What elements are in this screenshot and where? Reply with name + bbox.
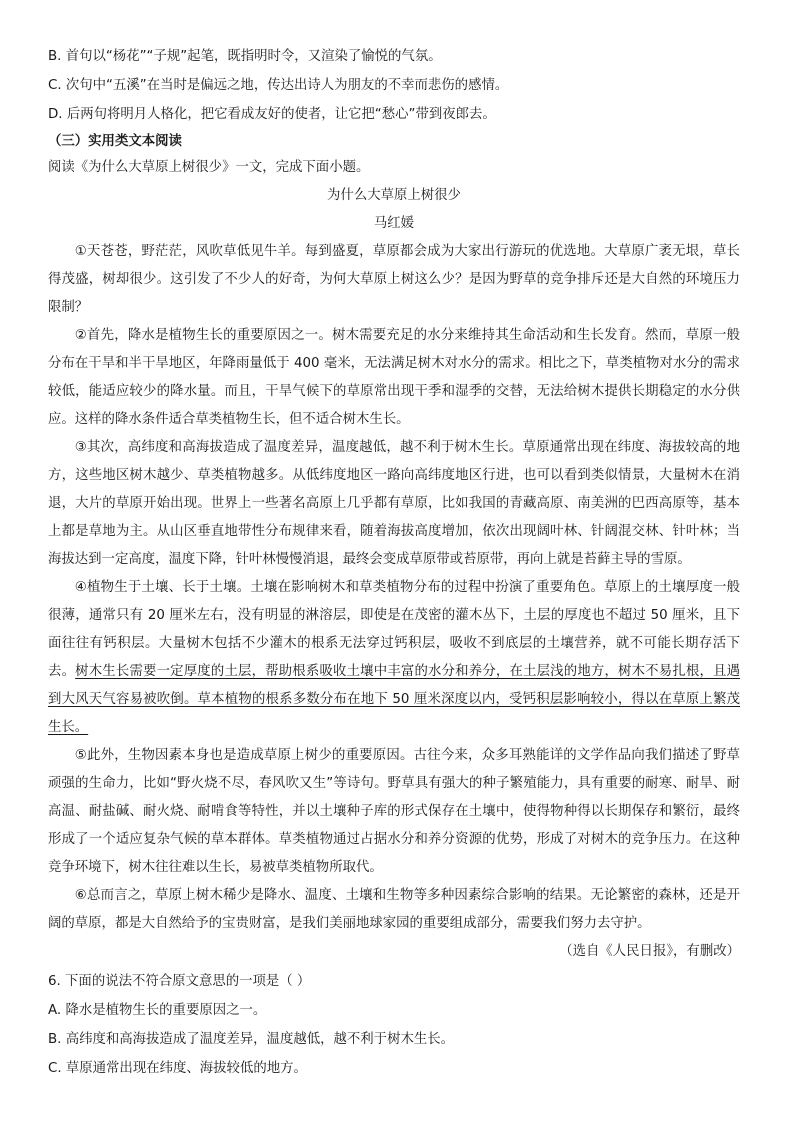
article-author: 马红媛 [373, 216, 415, 231]
choice-a: A. 降水是植物生长的重要原因之一。 [48, 1003, 267, 1018]
question-6: 6. 下面的说法不符合原文意思的一项是（ ） [48, 974, 311, 989]
paragraph-4 [48, 574, 740, 742]
reading-intro: 阅读《为什么大草原上树很少》一文，完成下面小题。 [48, 160, 370, 175]
paragraph-4-underlined-text: 树木生长需要一定厚度的土层，帮助根系吸收土壤中丰富的水分和养分，在土层浅的地方，树木不易扎根，且遇到大风天气容易被吹倒。草本植物的根系多数分布在地下 50 厘米深度以内，受钙积层影响较小，得以在草原上繁茂生长。 [48, 664, 741, 735]
choice-c: C. 草原通常出现在纬度、海拔较低的地方。 [48, 1061, 307, 1076]
section-heading: （三）实用类文本阅读 [48, 134, 182, 149]
paragraph-3: ③其次，高纬度和高海拔造成了温度差异，温度越低，越不利于树木生长。草原通常出现在纬度、海拔较高的地方，这些地区树木越少、草类植物越多。从低纬度地区一路向高纬度地区行进，也可以看到类似情景，大量树木在消退，大片的草原开始出现。世界上一些著名高原上几乎都有草原，比如我国的青藏高原、南美洲的巴西高原等，基本上都是草地为主。从山区垂直地带性分布规律来看，随着海拔高度增加，依次出现阔叶林、针阔混交林、针叶林；当海拔达到一定高度，温度下降，针叶林慢慢消退，最终会变成草原带或苔原带，再向上就是苔藓主导的雪原。 [48, 440, 740, 567]
paragraph-4-text: ④植物生于土壤、长于土壤。土壤在影响树木和草类植物分布的过程中扮演了重要角色。草原上的土壤厚度一般很薄，通常只有 20 厘米左右，没有明显的淋溶层，即使是在茂密的灌木丛下，土层的厚度也不超过 50 厘米，且下面往往有钙积层。大量树木包括不少灌木的根系无法穿过钙积层，吸收不到底层的土壤营养，就不可能长期存活下去。 [48, 580, 740, 679]
paragraph-2: ②首先，降水是植物生长的重要原因之一。树木需要充足的水分来维持其生命活动和生长发育。然而，草原一般分布在干旱和半干旱地区，年降雨量低于 400 毫米，无法满足树木对水分的需求。相比之下，草类植物对水分的需求较低，能适应较少的降水量。而且，干旱气候下的草原常出现干季和湿季的交替，无法给树木提供长期稳定的水分供应。这样的降水条件适合草类植物生长，但不适合树木生长。 [48, 328, 740, 427]
choice-b: B. 高纬度和高海拔造成了温度差异，温度越低，越不利于树木生长。 [48, 1032, 455, 1047]
paragraph-1: ①天苍苍，野茫茫，风吹草低见牛羊。每到盛夏，草原都会成为大家出行游玩的优选地。大草原广袤无垠，草长得茂盛，树却很少。这引发了不少人的好奇，为何大草原上树这么少？是因为野草的竞争排斥还是大自然的环境压力限制？ [48, 244, 740, 315]
option-d-prev: D. 后两句将明月人格化，把它看成友好的使者，让它把“愁心”带到夜郎去。 [48, 107, 496, 122]
option-b-prev: B. 首句以“杨花”“子规”起笔，既指明时令，又渲染了愉悦的气氛。 [48, 49, 442, 64]
option-c-prev: C. 次句中“五溪”在当时是偏远之地，传达出诗人为朋友的不幸而悲伤的感情。 [48, 78, 509, 93]
article-title: 为什么大草原上树很少 [327, 188, 461, 203]
paragraph-6: ⑥总而言之，草原上树木稀少是降水、温度、土壤和生物等多种因素综合影响的结果。无论繁密的森林，还是开阔的草原，都是大自然给予的宝贵财富，是我们美丽地球家园的重要组成部分，需要我们努力去守护。 [48, 888, 740, 931]
document-page [48, 42, 740, 1083]
article-source: （选自《人民日报》，有删改） [559, 944, 740, 959]
paragraph-5: ⑤此外，生物因素本身也是造成草原上树少的重要原因。古往今来，众多耳熟能详的文学作品向我们描述了野草顽强的生命力，比如“野火烧不尽，春风吹又生”等诗句。野草具有强大的种子繁殖能力，具有重要的耐寒、耐旱、耐高温、耐盐碱、耐火烧、耐啃食等特性，并以土壤种子库的形式保存在土壤中，使得物种得以长期保存和繁衍，最终形成了一个适应复杂气候的草本群体。草类植物通过占据水分和养分资源的优势，形成了对树木的竞争压力。在这种竞争环境下，树木往往难以生长，易被草类植物所取代。 [48, 748, 740, 875]
